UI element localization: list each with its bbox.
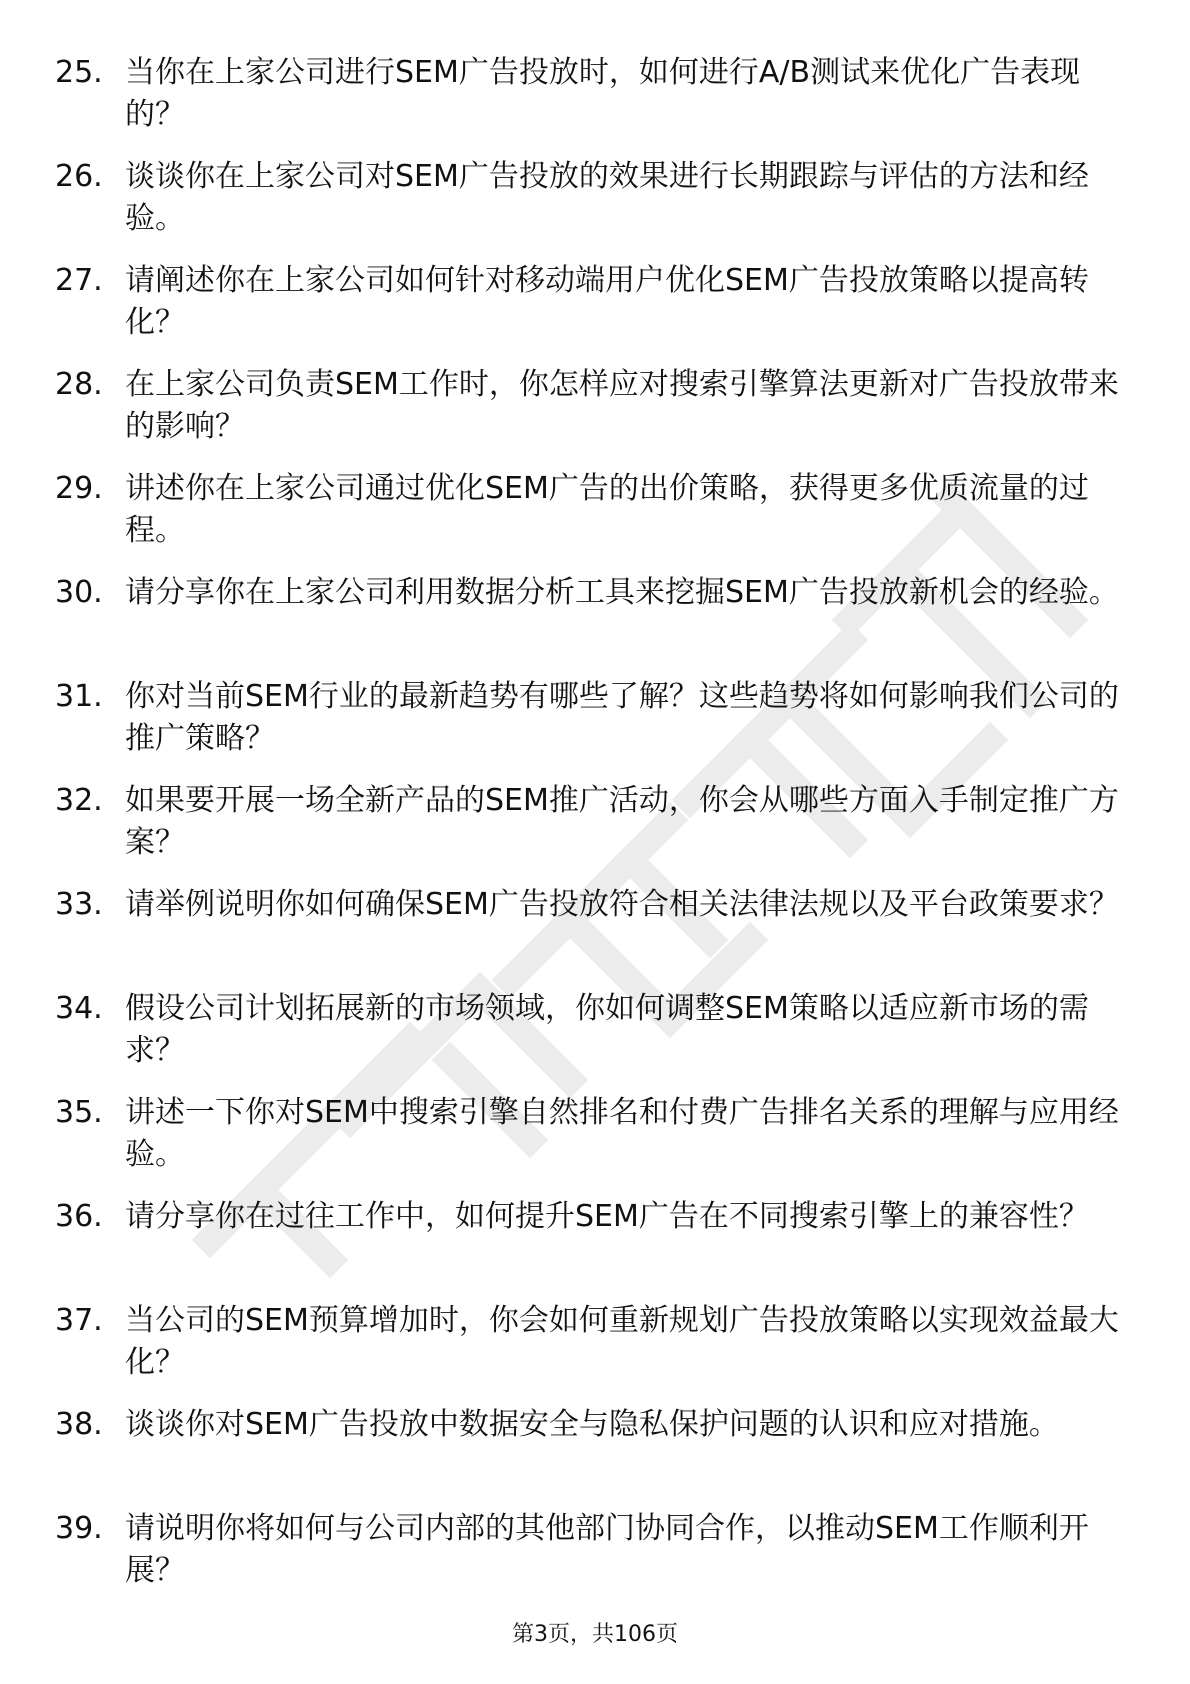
- question-text: 当公司的SEM预算增加时，你会如何重新规划广告投放策略以实现效益最大化？: [125, 1303, 1119, 1380]
- question-text: 假设公司计划拓展新的市场领域，你如何调整SEM策略以适应新市场的需求？: [125, 991, 1089, 1068]
- question-text: 讲述你在上家公司通过优化SEM广告的出价策略，获得更多优质流量的过程。: [125, 471, 1089, 548]
- question-number: 30.: [55, 575, 103, 610]
- question-number: 39.: [55, 1511, 103, 1546]
- question-text: 讲述一下你对SEM中搜索引擎自然排名和付费广告排名关系的理解与应用经验。: [125, 1095, 1119, 1172]
- question-text: 在上家公司负责SEM工作时，你怎样应对搜索引擎算法更新对广告投放带来的影响？: [125, 367, 1119, 444]
- question-item: [0, 260, 1190, 364]
- question-text: 请说明你将如何与公司内部的其他部门协同合作，以推动SEM工作顺利开展？: [125, 1511, 1089, 1588]
- question-number: 27.: [55, 263, 103, 298]
- question-item: [0, 1300, 1190, 1404]
- question-number: 31.: [55, 679, 103, 714]
- question-number: 32.: [55, 783, 103, 818]
- question-text: 当你在上家公司进行SEM广告投放时，如何进行A/B测试来优化广告表现的？: [125, 55, 1081, 132]
- question-item: [0, 780, 1190, 884]
- question-item: [0, 156, 1190, 260]
- question-number: 26.: [55, 159, 103, 194]
- question-number: 35.: [55, 1095, 103, 1130]
- question-text: 你对当前SEM行业的最新趋势有哪些了解？这些趋势将如何影响我们公司的推广策略？: [125, 679, 1119, 756]
- question-item: [0, 988, 1190, 1092]
- question-number: 28.: [55, 367, 103, 402]
- question-number: 29.: [55, 471, 103, 506]
- question-number: 25.: [55, 55, 103, 90]
- question-number: 38.: [55, 1407, 103, 1442]
- question-text: 请阐述你在上家公司如何针对移动端用户优化SEM广告投放策略以提高转化？: [125, 263, 1089, 340]
- question-item: [0, 52, 1190, 156]
- question-number: 33.: [55, 887, 103, 922]
- question-item: [0, 1508, 1190, 1612]
- question-text: 谈谈你对SEM广告投放中数据安全与隐私保护问题的认识和应对措施。: [125, 1407, 1059, 1442]
- question-item: [0, 884, 1190, 988]
- question-item: [0, 676, 1190, 780]
- page-footer: 第3页，共106页: [512, 1622, 678, 1647]
- question-text: 请举例说明你如何确保SEM广告投放符合相关法律法规以及平台政策要求？: [125, 887, 1119, 922]
- question-number: 34.: [55, 991, 103, 1026]
- question-list: [0, 52, 1190, 1612]
- question-number: 37.: [55, 1303, 103, 1338]
- question-item: [0, 468, 1190, 572]
- question-text: 如果要开展一场全新产品的SEM推广活动，你会从哪些方面入手制定推广方案？: [125, 783, 1119, 860]
- question-item: [0, 1196, 1190, 1300]
- question-text: 谈谈你在上家公司对SEM广告投放的效果进行长期跟踪与评估的方法和经验。: [125, 159, 1089, 236]
- question-text: 请分享你在上家公司利用数据分析工具来挖掘SEM广告投放新机会的经验。: [125, 575, 1119, 610]
- question-item: [0, 1092, 1190, 1196]
- question-number: 36.: [55, 1199, 103, 1234]
- question-item: [0, 364, 1190, 468]
- question-text: 请分享你在过往工作中，如何提升SEM广告在不同搜索引擎上的兼容性？: [125, 1199, 1089, 1234]
- question-item: [0, 1404, 1190, 1508]
- question-item: [0, 572, 1190, 676]
